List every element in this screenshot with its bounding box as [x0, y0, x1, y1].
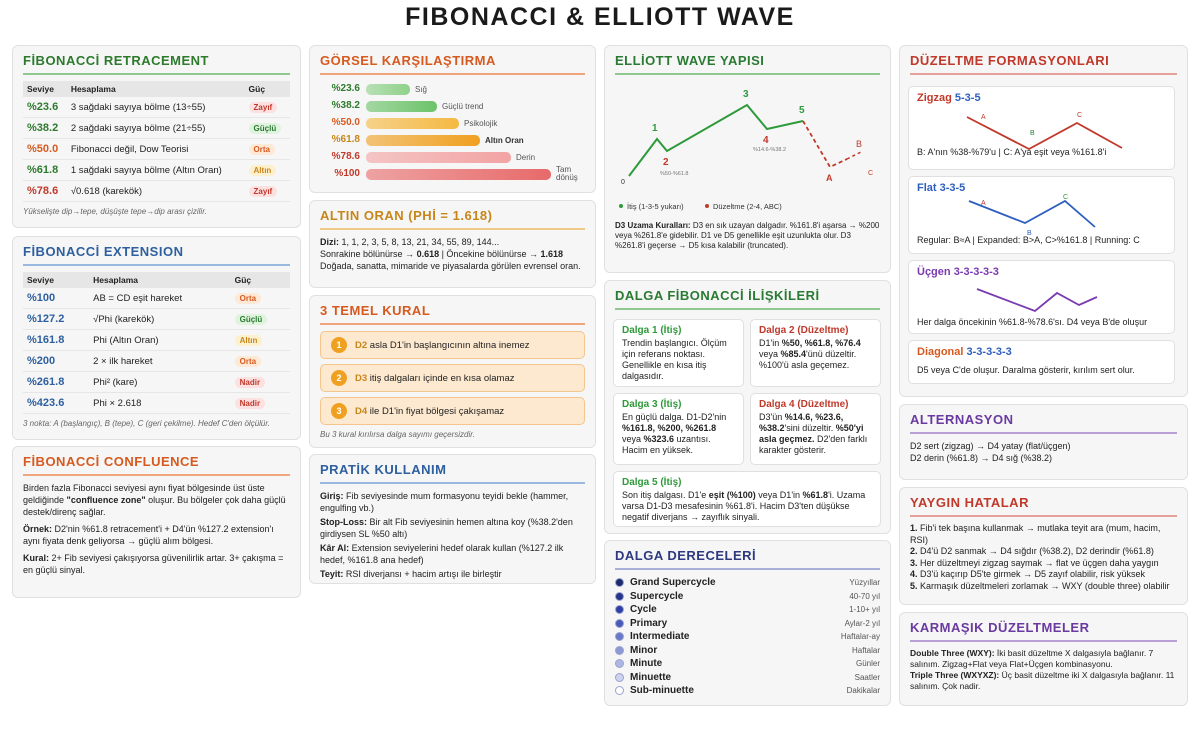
degree-item: [615, 576, 880, 590]
confluence-rule: Kural: 2+ Fib seviyesi çakışıyorsa güvenilirlik artar. 3+ çakışma = en güçlü sinyal.: [23, 553, 284, 575]
complex-text: Double Three (WXY): İki basit düzeltme X dalgasıyla bağlanır. 7 salınım. Zigzag+Flat veya Flat+Üçgen kombinasyonu. Triple Three (WXYXZ): Üç basit düzeltme iki X dalgasıyla bağlanır. 11 salınım. Çok nadir.: [910, 648, 1175, 691]
rules-card: [309, 295, 596, 448]
degree-name: Minute: [630, 658, 663, 670]
degree-dot: [615, 605, 624, 614]
rule-item: 1 D2 asla D1'in başlangıcının altına inemez: [320, 331, 585, 359]
retracement-heading: FİBONACCİ RETRACEMENT: [23, 53, 290, 75]
wave-5-box: Dalga 5 (İtiş) Son itiş dalgası. D1'e eşit (%100) veya D1'in %61.8'i. Uzama varsa D1-D3 mesafesinin %61.8'i. Hacim D3'ten düşükse negatif diverjans → zayıflık sinyali.: [613, 471, 881, 527]
degree-dot: [615, 646, 624, 655]
alternation-heading: ALTERNASYON: [910, 412, 1177, 434]
fib-bar-row: [320, 115, 585, 131]
corrections-card: [899, 45, 1188, 397]
degree-range: Saatler: [854, 672, 880, 682]
fib-bar-row: [320, 132, 585, 148]
golden-ratio-card: [309, 200, 596, 288]
flat-text: Regular: B≈A | Expanded: B>A, C>%161.8 | Running: C: [917, 235, 1140, 245]
degree-item: [615, 603, 880, 617]
degree-item: [615, 671, 880, 685]
alternation-card: [899, 404, 1188, 480]
power-badge: Orta: [235, 293, 261, 304]
wave-3-box: Dalga 3 (İtiş) En güçlü dalga. D1-D2'nin %161.8, %200, %261.8 veya %323.6 uzantısı. Hacim en yüksek.: [613, 393, 744, 465]
practical-item: Kâr Al: Extension seviyelerini hedef olarak kullan (%127.2 ilk hedef, %161.8 ana hedef): [320, 543, 564, 565]
degree-item: [615, 684, 880, 698]
zigzag-diagram: [917, 103, 1167, 153]
fib-bar: [366, 84, 410, 95]
fib-bar-label: Altın Oran: [485, 136, 524, 145]
rule-item: 2 D3 itiş dalgaları içinde en kısa olamaz: [320, 364, 585, 392]
visual-heading: GÖRSEL KARŞILAŞTIRMA: [320, 53, 585, 75]
rules-note: Bu 3 kural kırılırsa dalga sayımı geçersizdir.: [320, 430, 475, 439]
degree-range: Haftalar-ay: [840, 632, 880, 642]
degree-range: 1-10+ yıl: [849, 605, 880, 615]
degree-dot: [615, 619, 624, 628]
wave-label-c: C: [868, 170, 874, 177]
wave-label-3: 3: [743, 89, 749, 100]
confluence-card: [12, 446, 301, 598]
elliott-card: [604, 45, 891, 273]
svg-text:A: A: [981, 200, 986, 207]
power-badge: Zayıf: [249, 102, 278, 113]
degree-dot: [615, 578, 624, 587]
degree-name: Primary: [630, 617, 668, 629]
correction-legend-dot: [705, 204, 709, 208]
extension-note: 3 nokta: A (başlangıç), B (tepe), C (geri çekilme). Hedef C'den ölçülür.: [23, 419, 270, 428]
power-badge: Orta: [249, 144, 275, 155]
visual-comparison-card: [309, 45, 596, 193]
impulse-legend: İtiş (1-3-5 yukarı): [627, 202, 684, 211]
degree-range: Günler: [855, 659, 880, 669]
fib-bar-level: %38.2: [331, 100, 360, 111]
power-badge: Nadir: [235, 398, 265, 409]
degree-name: Cycle: [630, 604, 657, 616]
fib-bar: [366, 169, 551, 180]
flat-box: Flat 3-3-5 A B C Regular: B≈A | Expanded: B>A, C>%161.8 | Running: C: [908, 176, 1175, 254]
wave-label-1: 1: [652, 123, 658, 134]
complex-corrections-card: [899, 612, 1188, 706]
flat-diagram: [917, 191, 1167, 241]
degree-range: Dakikalar: [846, 686, 880, 696]
fib-bar-level: %61.8: [331, 134, 360, 145]
fib-bar: [366, 101, 437, 112]
power-badge: Güçlü: [235, 314, 268, 325]
page-title: FIBONACCI & ELLIOTT WAVE: [405, 3, 795, 31]
diagonal-text: D5 veya C'de oluşur. Daralma gösterir, kırılım sert olur.: [917, 365, 1135, 375]
svg-text:B: B: [1030, 130, 1035, 137]
table-row: %261.8 Phi² (kare) Nadir: [23, 372, 290, 393]
col-header: Seviye: [23, 272, 89, 288]
zigzag-box: Zigzag 5-3-5 A B C B: A'nın %38-%79'u | C: A'ya eşit veya %161.8'i: [908, 86, 1175, 170]
diagonal-box: Diagonal 3-3-3-3-3 D5 veya C'de oluşur. Daralma gösterir, kırılım sert olur.: [908, 340, 1175, 384]
wave-label-4: 4: [763, 135, 769, 146]
elliott-rules: D3 Uzama Kuralları: D3 en sık uzayan dalgadır. %161.8'i aşarsa → %200 veya %261.8'e gidebilir. D1 ve D5 genellikle eşit uzunlukta olur. D3 %261.8'i geçerse → D5 kısa kalabilir (truncated).: [615, 221, 880, 250]
degree-range: Yüzyıllar: [849, 578, 880, 588]
wave-label-b: B: [856, 139, 863, 149]
degree-item: [615, 630, 880, 644]
triangle-diagram: [917, 279, 1167, 319]
fib-bars: [320, 81, 585, 182]
triangle-text: Her dalga öncekinin %61.8-%78.6'sı. D4 veya B'de oluşur: [917, 317, 1148, 327]
mistakes-card: [899, 487, 1188, 605]
fib-bar-level: %78.6: [331, 151, 360, 162]
fib-bar-label: Güçlü trend: [442, 102, 484, 111]
elliott-wave-diagram: [615, 81, 881, 221]
degree-name: Supercycle: [630, 590, 684, 602]
wave-relations-card: [604, 280, 891, 534]
degree-range: 40-70 yıl: [849, 591, 880, 601]
degree-item: [615, 590, 880, 604]
wave-1-box: Dalga 1 (İtiş) Trendin başlangıcı. Ölçüm için referans noktası. Genellikle en kısa itiş dalgasıdır.: [613, 319, 744, 387]
power-badge: Orta: [235, 356, 261, 367]
table-row: %78.6 √0.618 (karekök) Zayıf: [23, 181, 290, 202]
table-row: %127.2 √Phi (karekök) Güçlü: [23, 309, 290, 330]
elliott-heading: ELLİOTT WAVE YAPISI: [615, 53, 880, 75]
relations-heading: DALGA FİBONACCİ İLİŞKİLERİ: [615, 288, 880, 310]
degree-item: [615, 617, 880, 631]
col-header: Güç: [231, 272, 290, 288]
degree-dot: [615, 592, 624, 601]
svg-text:A: A: [981, 114, 986, 121]
degree-name: Minor: [630, 644, 658, 656]
impulse-legend-dot: [619, 204, 623, 208]
power-badge: Güçlü: [249, 123, 282, 134]
fib-bar-label: Psikolojik: [464, 119, 498, 128]
degree-name: Grand Supercycle: [630, 577, 716, 589]
wave-label-5: 5: [799, 105, 805, 116]
degree-dot: [615, 686, 624, 695]
practical-item: Stop-Loss: Bir alt Fib seviyesinin hemen altına koy (%38.2'den girdiysen SL %50 altı): [320, 517, 573, 539]
col-header: Seviye: [23, 81, 67, 97]
table-row: %100 AB = CD eşit hareket Orta: [23, 288, 290, 309]
degree-range: Haftalar: [851, 645, 880, 655]
retracement-table: [23, 81, 290, 202]
extension-card: [12, 236, 301, 440]
wave-label-2: 2: [663, 157, 669, 168]
fib-bar: [366, 135, 480, 146]
practical-heading: PRATİK KULLANIM: [320, 462, 585, 484]
fib-bar-row: [320, 98, 585, 114]
fib-bar-label: Derin: [516, 153, 536, 162]
extension-heading: FİBONACCİ EXTENSION: [23, 244, 290, 266]
correction-legend: Düzeltme (2-4, ABC): [713, 202, 782, 211]
correction-tail-line: [847, 151, 863, 159]
practical-card: [309, 454, 596, 584]
degrees-heading: DALGA DERECELERİ: [615, 548, 880, 570]
confluence-heading: FİBONACCİ CONFLUENCE: [23, 454, 290, 476]
alternation-text: D2 sert (zigzag) → D4 yatay (flat/üçgen) D2 derin (%61.8) → D4 sığ (%38.2): [910, 441, 1071, 463]
retracement-note: Yükselişte dip→tepe, düşüşte tepe→dip arası çizilir.: [23, 207, 207, 216]
wave-sub-4: %14.6-%38.2: [753, 147, 787, 153]
rules-heading: 3 TEMEL KURAL: [320, 303, 585, 325]
fib-bar-row: [320, 81, 585, 97]
confluence-example: Örnek: D2'nin %61.8 retracement'i + D4'ün %127.2 extension'ı aynı fiyata denk geliyorsa → güçlü alım bölgesi.: [23, 524, 274, 546]
rule-item: 3 D4 ile D1'in fiyat bölgesi çakışamaz: [320, 397, 585, 425]
zigzag-text: B: A'nın %38-%79'u | C: A'ya eşit veya %161.8'i: [917, 147, 1107, 157]
wave-label-a: A: [826, 173, 833, 183]
svg-text:C: C: [1063, 194, 1069, 201]
power-badge: Nadir: [235, 377, 265, 388]
wave-degrees-card: [604, 540, 891, 706]
confluence-text: Birden fazla Fibonacci seviyesi aynı fiyat bölgesinde üst üste geldiğinde "confluence zone" oluşur. Bu bölgeler çok daha güçlü destek/direnç sağlar.: [23, 483, 286, 517]
degree-name: Minuette: [630, 671, 672, 683]
power-badge: Altın: [235, 335, 263, 346]
fib-bar-row: [320, 149, 585, 165]
svg-text:B: B: [1027, 230, 1032, 237]
table-row: %50.0 Fibonacci değil, Dow Teorisi Orta: [23, 139, 290, 160]
power-badge: Zayıf: [249, 186, 278, 197]
degree-dot: [615, 632, 624, 641]
corrections-heading: DÜZELTME FORMASYONLARI: [910, 53, 1177, 75]
golden-heading: ALTIN ORAN (PHİ = 1.618): [320, 208, 585, 230]
fib-bar-label: Tam dönüş: [556, 165, 578, 182]
degree-item: [615, 644, 880, 658]
fib-bar-level: %23.6: [331, 83, 360, 94]
degree-name: Intermediate: [630, 631, 690, 643]
fib-bar-level: %50.0: [331, 117, 360, 128]
col-header: Güç: [245, 81, 290, 97]
table-row: %23.6 3 sağdaki sayıya bölme (13÷55) Zayıf: [23, 97, 290, 118]
golden-line: Dizi: 1, 1, 2, 3, 5, 8, 13, 21, 34, 55, 89, 144... Sonrakine bölünürse → 0.618 | Öncekine bölünürse → 1.618 Doğada, sanatta, mimaride ve piyasalarda görülen evrensel oran.: [320, 237, 581, 271]
fib-bar-level: %100: [334, 168, 360, 179]
col-header: Hesaplama: [89, 272, 231, 288]
mistakes-heading: YAYGIN HATALAR: [910, 495, 1177, 517]
degrees-list: [615, 576, 880, 698]
wave-2-box: Dalga 2 (Düzeltme) D1'in %50, %61.8, %76.4 veya %85.4'ünü düzeltir. %100'ü asla geçemez.: [750, 319, 881, 387]
degree-dot: [615, 673, 624, 682]
practical-item: Teyit: RSI diverjansı + hacim artışı ile birleştir: [320, 569, 502, 579]
degree-range: Aylar-2 yıl: [844, 618, 880, 628]
retracement-card: [12, 45, 301, 228]
wave-4-box: Dalga 4 (Düzeltme) D3'ün %14.6, %23.6, %38.2'sini düzeltir. %50'yi asla geçmez. D2'den farklı karakter gösterir.: [750, 393, 881, 465]
impulse-wave-line: [629, 105, 803, 176]
table-row: %61.8 1 sağdaki sayıya bölme (Altın Oran) Altın: [23, 160, 290, 181]
degree-item: [615, 657, 880, 671]
fib-bar-label: Sığ: [415, 85, 428, 94]
fib-bar: [366, 152, 511, 163]
svg-text:C: C: [1077, 112, 1083, 119]
table-row: %423.6 Phi × 2.618 Nadir: [23, 393, 290, 414]
wave-label-0: 0: [621, 179, 625, 186]
correction-wave-line: [803, 121, 847, 167]
power-badge: Altın: [249, 165, 277, 176]
degree-dot: [615, 659, 624, 668]
fib-bar-row: [320, 166, 585, 182]
col-header: Hesaplama: [67, 81, 245, 97]
extension-table: [23, 272, 290, 414]
complex-heading: KARMAŞIK DÜZELTMELER: [910, 620, 1177, 642]
table-row: %161.8 Phi (Altın Oran) Altın: [23, 330, 290, 351]
triangle-box: Üçgen 3-3-3-3-3 Her dalga öncekinin %61.8-%78.6'sı. D4 veya B'de oluşur: [908, 260, 1175, 334]
degree-name: Sub-minuette: [630, 685, 694, 697]
table-row: %38.2 2 sağdaki sayıya bölme (21÷55) Güçlü: [23, 118, 290, 139]
practical-item: Giriş: Fib seviyesinde mum formasyonu teyidi bekle (hammer, engulfing vb.): [320, 491, 569, 513]
fib-bar: [366, 118, 459, 129]
table-row: %200 2 × ilk hareket Orta: [23, 351, 290, 372]
wave-sub-2: %50-%61.8: [660, 171, 689, 177]
mistakes-list: 1. Fib'i tek başına kullanmak → mutlaka teyit ara (mum, hacim, RSI) 2. D4'ü D2 sanmak → D4 sığdır (%38.2), D2 derindir (%61.8) 3. Her düzeltmeyi zigzag saymak → flat ve üçgen daha yaygın 4. D3'ü kaçırıp D5'te girmek → D5 zayıf olabilir, risk yüksek 5. Karmaşık düzeltmeleri zorlamak → WXY (double three) olabilir: [910, 523, 1170, 591]
